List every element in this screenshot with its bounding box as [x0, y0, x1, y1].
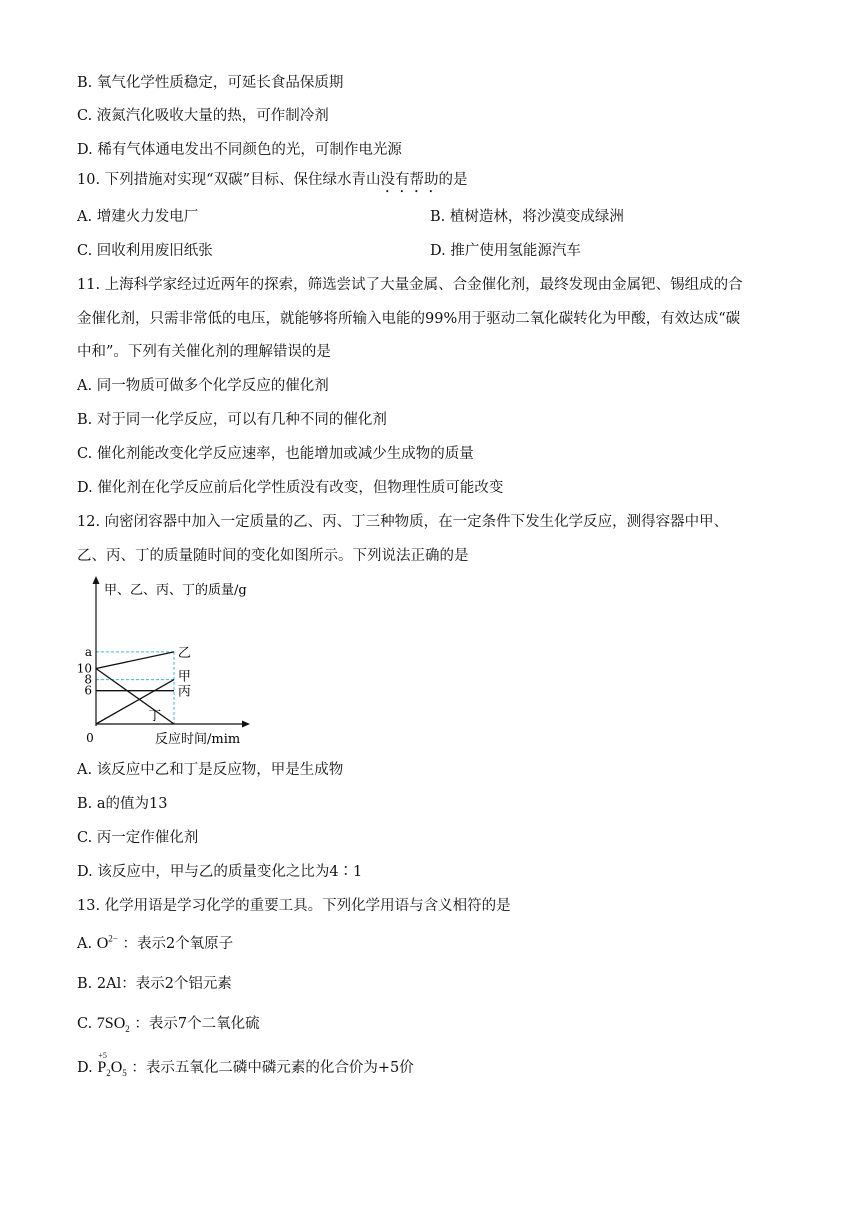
y-tick-label: 10 [76, 661, 92, 676]
option-13a [77, 934, 233, 954]
series-line-甲 [96, 680, 174, 724]
option-11a: A. 同一物质可做多个化学反应的催化剂 [77, 378, 329, 394]
option-13d-label: D. [77, 1060, 93, 1076]
series-line-丁 [96, 669, 174, 725]
option-12c: C. 丙一定作催化剂 [77, 830, 199, 846]
option-13c-text: ：表示7个二氧化硫 [134, 1016, 260, 1032]
mass-time-chart [76, 572, 280, 752]
option-9d: D. 稀有气体通电发出不同颜色的光，可制作电光源 [77, 142, 402, 158]
series-label-甲: 甲 [177, 669, 191, 685]
question-11-line-1: 11. 上海科学家经过近两年的探索，筛选尝试了大量金属、合金催化剂，最终发现由金属钯、锡组成的合 [77, 277, 743, 293]
sulfur-dioxide-formula: $7SO_2$ [96, 1015, 130, 1035]
option-10b: B. 植树造林，将沙漠变成绿洲 [430, 209, 624, 225]
option-13a-text: ：表示2个氧原子 [122, 936, 234, 952]
option-10c: C. 回收利用废旧纸张 [77, 243, 213, 259]
option-11b: B. 对于同一化学反应，可以有几种不同的催化剂 [77, 412, 387, 428]
question-12-line-1: 12. 向密闭容器中加入一定质量的乙、丙、丁三种物质，在一定条件下发生化学反应，测得容器中甲、 [77, 514, 729, 530]
y-tick-label: 6 [84, 683, 92, 698]
option-12d: D. 该反应中，甲与乙的质量变化之比为4∶1 [77, 864, 363, 880]
option-10a: A. 增建火力发电厂 [77, 209, 199, 225]
series-label-丙: 丙 [177, 684, 191, 700]
option-12a: A. 该反应中乙和丁是反应物，甲是生成物 [77, 762, 344, 778]
question-12-line-2: 乙、丙、丁的质量随时间的变化如图所示。下列说法正确的是 [77, 548, 469, 564]
series-line-乙 [96, 652, 174, 669]
question-10-text: 10. 下列措施对实现“双碳”目标、保住绿水青山 [77, 172, 381, 188]
phosphorus-pentoxide-formula: +5 $P_2O_5$ [97, 1051, 127, 1079]
question-10-tail: 的是 [438, 172, 468, 188]
series-label-乙: 乙 [177, 645, 191, 661]
question-13: 13. 化学用语是学习化学的重要工具。下列化学用语与含义相符的是 [77, 898, 511, 914]
option-9b: B. 氧气化学性质稳定，可延长食品保质期 [77, 75, 344, 91]
y-tick-label: a [84, 644, 92, 659]
option-10d: D. 推广使用氢能源汽车 [430, 243, 581, 259]
y-axis-title: 甲、乙、丙、丁的质量/g [104, 583, 247, 598]
oxide-ion-symbol: $O^{2-}$ [96, 933, 118, 952]
option-13a-label: A. [77, 936, 93, 952]
question-11-line-2: 金催化剂，只需非常低的电压，就能够将所输入电能的99%用于驱动二氧化碳转化为甲酸，有效达成“碳 [77, 311, 741, 327]
y-tick-label: 8 [84, 672, 92, 687]
option-13d-text: ：表示五氧化二磷中磷元素的化合价为+5价 [131, 1060, 414, 1076]
option-9c: C. 液氮汽化吸收大量的热，可作制冷剂 [77, 108, 329, 124]
option-11d: D. 催化剂在化学反应前后化学性质没有改变，但物理性质可能改变 [77, 480, 504, 496]
option-13b: B. 2Al：表示2个铝元素 [77, 976, 232, 992]
option-12b: B. a的值为13 [77, 796, 168, 812]
question-10 [77, 170, 468, 196]
option-11c: C. 催化剂能改变化学反应速率，也能增加或减少生成物的质量 [77, 446, 474, 462]
option-13c [77, 1014, 260, 1034]
y-axis-arrow [93, 576, 100, 584]
option-13d [77, 1051, 414, 1079]
series-label-丁: 丁 [148, 709, 162, 725]
question-11-line-3: 中和”。下列有关催化剂的理解错误的是 [77, 344, 331, 360]
x-axis-title: 反应时间/mim [155, 732, 241, 747]
x-axis-arrow [242, 721, 250, 728]
question-10-emphasis: 没有帮助 [380, 172, 439, 188]
option-13c-label: C. [77, 1016, 93, 1032]
origin-label: 0 [86, 731, 94, 745]
